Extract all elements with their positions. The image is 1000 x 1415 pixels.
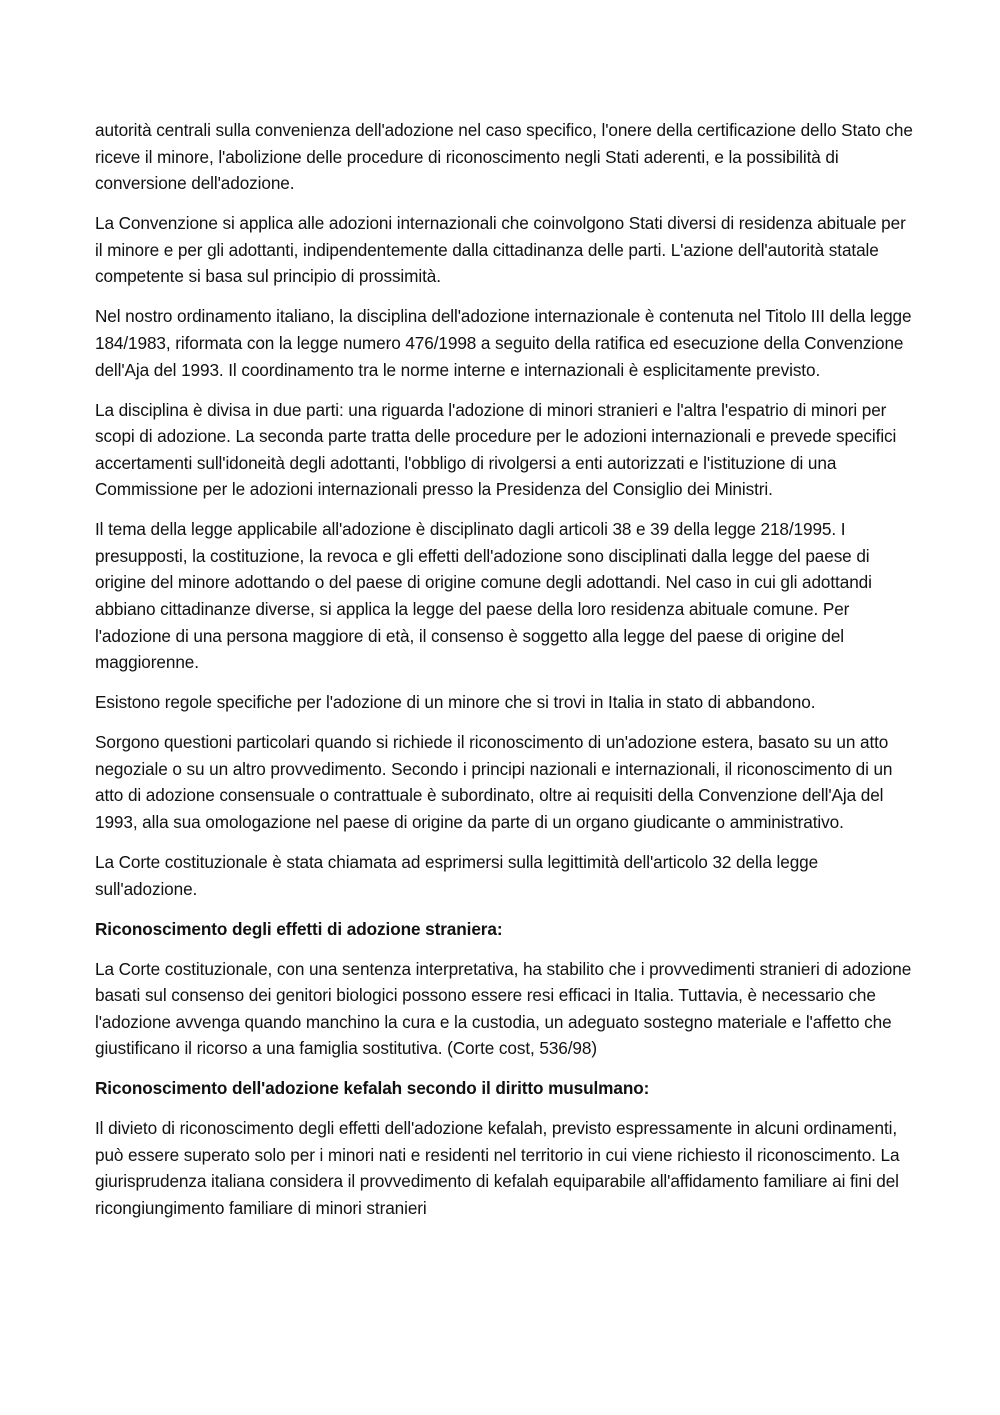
paragraph: La Corte costituzionale, con una sentenza interpretativa, ha stabilito che i provvedimenti stranieri di adozione basati sul consenso dei genitori biologici possono essere resi efficaci in Italia. Tuttavia, è necessario che l'adozione avvenga quando manchino la cura e la custodia, un adeguato sostegno materiale e l'affetto che giustificano il ricorso a una famiglia sostitutiva. (Corte cost, 536/98) xyxy=(95,958,912,1059)
paragraph: Nel nostro ordinamento italiano, la disciplina dell'adozione internazionale è contenuta nel Titolo III della legge 184/1983, riformata con la legge numero 476/1998 a seguito della ratifica ed esecuzione della Convenzione dell'Aja del 1993. Il coordinamento tra le norme interne e internazionali è esplicitamente previsto. xyxy=(95,306,912,380)
paragraph: La Corte costituzionale è stata chiamata ad esprimersi sulla legittimità dell'articolo 32 della legge sull'adozione. xyxy=(95,851,819,899)
document-body xyxy=(95,117,913,1235)
paragraph: autorità centrali sulla convenienza dell'adozione nel caso specifico, l'onere della certificazione dello Stato che riceve il minore, l'abolizione delle procedure di riconoscimento negli Stati aderenti, e la possibilità di conversione dell'adozione. xyxy=(95,120,913,194)
paragraph: Esistono regole specifiche per l'adozione di un minore che si trovi in Italia in stato di abbandono. xyxy=(95,692,816,713)
paragraph: Il divieto di riconoscimento degli effetti dell'adozione kefalah, previsto espressamente in alcuni ordinamenti, può essere superato solo per i minori nati e residenti nel territorio in cui viene richiesto il riconoscimento. La giurisprudenza italiana considera il provvedimento di kefalah equiparabile all'affidamento familiare ai fini del ricongiungimento familiare di minori stranieri xyxy=(95,1118,900,1219)
section-heading: Riconoscimento dell'adozione kefalah secondo il diritto musulmano: xyxy=(95,1078,650,1099)
paragraph: Sorgono questioni particolari quando si richiede il riconoscimento di un'adozione estera, basato su un atto negoziale o su un altro provvedimento. Secondo i principi nazionali e internazionali, il riconoscimento di un atto di adozione consensuale o contrattuale è subordinato, oltre ai requisiti della Convenzione dell'Aja del 1993, alla sua omologazione nel paese di origine da parte di un organo giudicante o amministrativo. xyxy=(95,732,893,832)
paragraph: La Convenzione si applica alle adozioni internazionali che coinvolgono Stati diversi di residenza abituale per il minore e per gli adottanti, indipendentemente dalla cittadinanza delle parti. L'azione dell'autorità statale competente si basa sul principio di prossimità. xyxy=(95,213,906,287)
section-heading: Riconoscimento degli effetti di adozione straniera: xyxy=(95,918,503,939)
paragraph: La disciplina è divisa in due parti: una riguarda l'adozione di minori stranieri e l'altra l'espatrio di minori per scopi di adozione. La seconda parte tratta delle procedure per le adozioni internazionali e prevede specifici accertamenti sull'idoneità degli adottanti, l'obbligo di rivolgersi a enti autorizzati e l'istituzione di una Commissione per le adozioni internazionali presso la Presidenza del Consiglio dei Ministri. xyxy=(95,399,897,500)
paragraph: Il tema della legge applicabile all'adozione è disciplinato dagli articoli 38 e 39 della legge 218/1995. I presupposti, la costituzione, la revoca e gli effetti dell'adozione sono disciplinati dalla legge del paese di origine del minore adottando o del paese di origine comune degli adottandi. Nel caso in cui gli adottandi abbiano cittadinanze diverse, si applica la legge del paese della loro residenza abituale comune. Per l'adozione di una persona maggiore di età, il consenso è soggetto alla legge del paese di origine del maggiorenne. xyxy=(95,519,872,673)
